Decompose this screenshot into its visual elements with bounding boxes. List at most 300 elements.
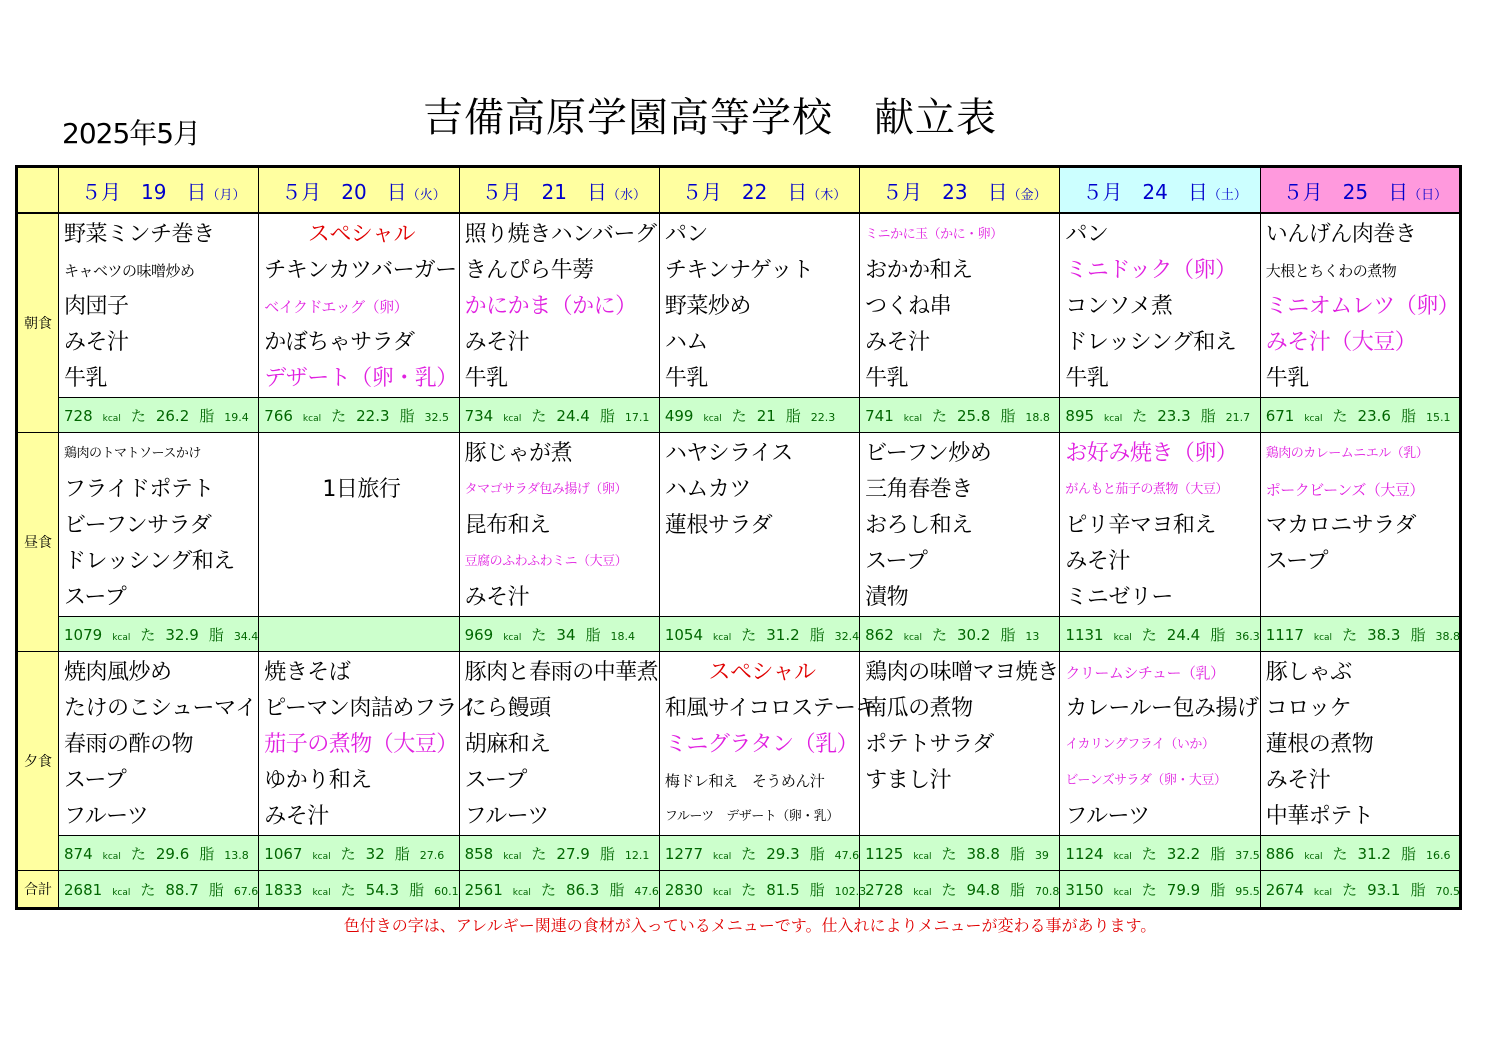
dish-item: かぼちゃサラダ [264,330,415,355]
fat-label: 脂 [208,625,224,644]
fat-value: 27.6 [419,848,445,862]
dish-item: 牛乳 [464,366,508,391]
dish-item: ドレッシング和え [1065,330,1237,355]
protein-value: 32.9 [165,625,199,644]
dish-item: ミニオムレツ（卵） [1265,294,1460,319]
kcal-value: 734 [464,406,494,425]
fat-label: 脂 [1400,844,1416,863]
dish-item: すまし汁 [865,768,952,793]
dish-item: 蓮根サラダ [664,513,773,538]
dish-item: 三角春巻き [865,477,973,502]
dish-item: ポテトサラダ [865,732,994,757]
dish-item: ハムカツ [664,477,751,502]
dish-item: フルーツ [1065,804,1150,829]
fat-label: 脂 [599,844,615,863]
day-date: ５月 19 日 [81,179,207,204]
kcal-value: 1079 [64,625,103,644]
nutrition-cell [860,617,1060,652]
fat-value: 70.5 [1435,884,1460,898]
day-header [659,167,859,214]
fat-value: 38.8 [1435,629,1460,643]
protein-label: た [741,625,757,644]
day-of-week: （金） [1007,187,1047,203]
fat-value: 18.8 [1025,410,1050,424]
fat-label: 脂 [809,625,825,644]
kcal-value: 2830 [664,880,704,899]
nutrition-cell [1060,398,1260,433]
total-row [17,871,1461,909]
menu-cell [1060,213,1260,398]
header-corner [17,167,59,214]
dish-item: タマゴサラダ包み揚げ（卵） [464,482,627,497]
day-header [59,167,259,214]
protein-value: 94.8 [966,880,1000,899]
dish-item: スープ [64,768,127,793]
dish-item: フルーツ デザート（卵・乳） [664,809,839,824]
menu-cell [860,652,1060,836]
nutrition-cell [659,617,859,652]
nutrition-cell [659,398,859,433]
protein-value: 23.3 [1157,406,1191,425]
protein-value: 93.1 [1367,880,1401,899]
menu-table [15,165,1462,910]
dish-item: 漬物 [865,585,909,610]
fat-label: 脂 [809,844,825,863]
day-header [1260,167,1460,214]
day-header [1060,167,1260,214]
nutrition-row [17,836,1461,871]
meal-row-0 [17,213,1461,398]
protein-label: た [1342,880,1358,899]
protein-label: た [1332,406,1348,425]
meal-label: 夕食 [17,652,59,871]
kcal-value: 499 [664,406,694,425]
fat-label: 脂 [199,406,215,425]
kcal-value: 969 [464,625,494,644]
dish-item: 大根とちくわの煮物 [1265,262,1397,280]
total-cell [659,871,867,909]
meal-label: 朝食 [17,213,59,433]
day-of-week: （水） [607,187,647,203]
protein-label: た [331,406,347,425]
fat-label: 脂 [399,406,415,425]
protein-value: 32 [365,844,385,863]
protein-value: 30.2 [956,625,991,644]
kcal-unit: kcal [503,851,522,862]
dish-item: 胡麻和え [464,732,551,757]
kcal-unit: kcal [713,887,732,898]
kcal-value: 1131 [1065,625,1104,644]
dish-item: みそ汁 [64,330,129,355]
fat-value: 34.4 [233,629,259,643]
dish-item: ハム [664,330,708,355]
nutrition-cell [259,398,459,433]
fat-value: 39 [1034,848,1049,862]
kcal-unit: kcal [1113,851,1132,862]
kcal-value: 1117 [1265,625,1304,644]
dish-item: 茄子の煮物（大豆） [264,732,458,757]
dish-item: コンソメ煮 [1065,294,1173,319]
dish-item: きんぴら牛蒡 [464,258,594,283]
fat-label: 脂 [394,844,410,863]
dish-item: チキンナゲット [664,258,814,283]
dish-item: キャベツの味噌炒め [64,262,195,280]
dish-item: 豆腐のふわふわミニ（大豆） [464,554,628,569]
fat-label: 脂 [1210,880,1226,899]
dish-item: ハヤシライス [664,441,793,466]
fat-value: 60.1 [434,884,459,898]
menu-cell [59,433,259,617]
page-title: 吉備高原学園高等学校 献立表 [423,95,997,141]
fat-value: 19.4 [224,410,249,424]
protein-label: た [130,844,146,863]
dish-item: ミニかに玉（かに・卵） [865,227,1003,242]
protein-value: 31.2 [1357,844,1391,863]
total-cell [59,871,259,909]
protein-label: た [531,625,547,644]
fat-label: 脂 [1009,844,1025,863]
day-of-week: （日） [1408,187,1448,203]
total-cell [860,871,1060,909]
fat-label: 脂 [1210,844,1226,863]
fat-value: 15.1 [1425,410,1451,424]
fat-label: 脂 [1000,625,1016,644]
nutrition-cell [659,836,859,871]
fat-value: 17.1 [624,410,650,424]
dish-item: フルーツ [464,804,549,829]
dish-item: 肉団子 [64,294,129,319]
fat-value: 12.1 [624,848,650,862]
kcal-unit: kcal [913,851,932,862]
protein-label: た [731,406,747,425]
dish-item: スープ [1265,549,1328,574]
dish-item: 1日旅行 [322,477,401,502]
dish-item: 野菜ミンチ巻き [64,222,215,247]
dish-item: がんもと茄子の煮物（大豆） [1065,482,1228,497]
dish-item [264,436,458,472]
kcal-unit: kcal [713,632,732,643]
fat-label: 脂 [599,406,615,425]
kcal-unit: kcal [703,413,722,424]
dish-item: ビーフンサラダ [64,513,212,538]
fat-value: 22.3 [810,410,836,424]
menu-cell [459,433,659,617]
menu-cell [459,652,659,836]
month-label: 2025年5月 [62,117,201,150]
fat-value: 13 [1025,629,1040,643]
menu-cell [1060,652,1260,836]
dish-item: カレールー包み揚げ [1065,696,1259,721]
fat-label: 脂 [199,844,215,863]
protein-value: 38.3 [1367,625,1401,644]
menu-cell [1260,213,1460,398]
dish-item: コロッケ [1265,696,1352,721]
day-of-week: （土） [1207,187,1247,203]
dish-item: フライドポテト [64,477,214,502]
dish-item: 焼肉風炒め [64,660,172,685]
protein-label: た [340,844,356,863]
kcal-value: 766 [264,406,293,425]
fat-label: 脂 [208,880,224,899]
nutrition-cell [259,836,459,871]
menu-cell [259,213,459,398]
nutrition-cell [59,398,259,433]
kcal-unit: kcal [503,413,522,424]
meal-label: 昼食 [17,433,59,652]
protein-label: た [1332,844,1348,863]
fat-label: 脂 [1410,625,1426,644]
day-date: ５月 24 日 [1082,179,1208,204]
dish-item: 鶏肉の味噌マヨ焼き [865,660,1059,685]
protein-label: た [941,844,957,863]
dish-item: 鶏肉のトマトソースかけ [64,446,201,461]
kcal-value: 862 [865,625,894,644]
nutrition-cell [59,836,259,871]
dish-item: みそ汁 [264,804,329,829]
fat-value: 102.3 [834,884,867,898]
day-header [860,167,1060,214]
dish-item: 豚じゃが煮 [464,441,573,466]
dish-item: ベイクドエッグ（卵） [264,298,409,316]
protein-label: た [1141,625,1157,644]
protein-value: 86.3 [565,880,600,899]
day-date: ５月 25 日 [1282,179,1409,204]
protein-value: 81.5 [766,880,800,899]
dish-item: スペシャル [307,222,415,247]
fat-label: 脂 [1009,880,1025,899]
protein-value: 25.8 [956,406,991,425]
kcal-unit: kcal [903,632,922,643]
dish-item: クリームシチュー（乳） [1065,664,1225,682]
dish-item: 豚肉と春雨の中華煮 [464,660,659,685]
dish-item: 野菜炒め [664,294,751,319]
total-cell [1260,871,1460,909]
fat-value: 47.6 [634,884,659,898]
menu-cell [259,433,459,617]
day-of-week: （月） [206,187,246,203]
kcal-unit: kcal [102,851,121,862]
dish-item: 牛乳 [1065,366,1109,391]
dish-item: 鶏肉のカレームニエル（乳） [1265,446,1429,461]
menu-cell [59,213,259,398]
kcal-unit: kcal [1304,413,1323,424]
protein-value: 88.7 [165,880,199,899]
dish-item: にら饅頭 [464,696,551,721]
dish-item: 照り焼きハンバーグ [464,222,657,247]
total-label: 合計 [17,871,59,909]
dish-item: パン [1065,222,1109,247]
dish-item: デザート（卵・乳） [264,366,458,391]
dish-item: マカロニサラダ [1265,513,1416,538]
protein-label: た [1342,625,1358,644]
protein-label: た [941,880,957,899]
nutrition-cell [259,617,459,652]
dish-item: おろし和え [865,513,973,538]
menu-cell [1260,433,1460,617]
dish-item: お好み焼き（卵） [1065,441,1238,466]
dish-item: 和風サイコロステーキ [664,696,877,721]
protein-label: た [540,880,556,899]
protein-label: た [1141,844,1157,863]
dish-item: イカリングフライ（いか） [1065,737,1215,752]
kcal-value: 886 [1265,844,1295,863]
fat-value: 32.4 [834,629,860,643]
kcal-value: 1054 [664,625,704,644]
kcal-value: 2561 [464,880,503,899]
menu-cell [1260,652,1460,836]
menu-cell [860,433,1060,617]
protein-value: 22.3 [356,406,390,425]
meal-row-1 [17,433,1461,617]
total-cell [459,871,659,909]
fat-label: 脂 [409,880,425,899]
protein-label: た [140,625,156,644]
protein-label: た [931,625,947,644]
kcal-value: 1067 [264,844,303,863]
kcal-value: 1125 [865,844,904,863]
nutrition-cell [459,398,659,433]
dish-item: ミニドック（卵） [1065,258,1237,283]
kcal-unit: kcal [1104,413,1123,424]
kcal-unit: kcal [312,887,331,898]
protein-label: た [741,880,757,899]
dish-item: かにかま（かに） [464,294,637,319]
kcal-unit: kcal [1113,887,1132,898]
fat-value: 95.5 [1235,884,1260,898]
dish-item: ビーフン炒め [865,441,992,466]
nutrition-cell [459,617,659,652]
kcal-unit: kcal [512,887,531,898]
total-cell [1060,871,1260,909]
nutrition-cell [1060,617,1260,652]
kcal-value: 3150 [1065,880,1104,899]
kcal-value: 671 [1265,406,1295,425]
menu-cell [1060,433,1260,617]
kcal-unit: kcal [903,413,922,424]
dish-item: フルーツ [64,804,149,829]
dish-item: ゆかり和え [264,768,372,793]
protein-value: 29.3 [766,844,800,863]
protein-label: た [1132,406,1148,425]
fat-value: 70.8 [1034,884,1060,898]
protein-value: 24.4 [556,406,590,425]
dish-item: 南瓜の煮物 [865,696,973,721]
nutrition-cell [1060,836,1260,871]
dish-item: 牛乳 [865,366,909,391]
dish-item: みそ汁（大豆） [1265,330,1417,355]
kcal-unit: kcal [1304,851,1323,862]
dish-item: 牛乳 [64,366,108,391]
kcal-unit: kcal [503,632,522,643]
kcal-unit: kcal [913,887,932,898]
dish-item: 焼きそば [264,660,351,685]
dish-item: 豚しゃぶ [1265,660,1352,685]
fat-label: 脂 [1000,406,1016,425]
protein-value: 79.9 [1166,880,1201,899]
menu-cell [659,652,877,836]
fat-label: 脂 [1200,406,1216,425]
kcal-value: 2681 [64,880,103,899]
fat-value: 18.4 [610,629,636,643]
kcal-unit: kcal [713,851,732,862]
day-of-week: （木） [807,187,847,203]
nutrition-cell [1260,836,1460,871]
allergy-footnote: 色付きの字は、アレルギー関連の食材が入っているメニューです。仕入れによりメニューが変わる事があります。 [343,916,1157,935]
dish-item: 牛乳 [664,366,708,391]
fat-label: 脂 [785,406,801,425]
menu-cell [259,652,478,836]
dish-item: みそ汁 [1265,768,1331,793]
dish-item: 蓮根の煮物 [1265,732,1374,757]
dish-item: ポークビーンズ（大豆） [1265,481,1424,499]
dish-item: みそ汁 [865,330,930,355]
day-header [259,167,459,214]
dish-item: パン [664,222,708,247]
kcal-unit: kcal [112,887,131,898]
day-date: ５月 22 日 [681,179,808,204]
menu-cell [659,213,859,398]
nutrition-cell [59,617,259,652]
dish-item: スープ [64,585,127,610]
dish-item: 梅ドレ和え そうめん汁 [664,772,825,790]
kcal-value: 1277 [664,844,704,863]
day-header-row [17,167,1461,214]
fat-label: 脂 [1400,406,1416,425]
protein-label: た [531,844,547,863]
kcal-value: 728 [64,406,93,425]
dish-item: 春雨の酢の物 [64,732,194,757]
protein-value: 34 [556,625,576,644]
dish-item: ドレッシング和え [64,549,235,574]
protein-value: 29.6 [155,844,190,863]
dish-item: ビーンズサラダ（卵・大豆） [1065,773,1227,788]
nutrition-cell [1260,617,1460,652]
protein-value: 23.6 [1357,406,1391,425]
dish-item: 牛乳 [1265,366,1309,391]
nutrition-row [17,617,1461,652]
protein-label: た [1141,880,1157,899]
protein-label: た [741,844,757,863]
nutrition-cell [860,398,1060,433]
protein-label: た [931,406,947,425]
kcal-unit: kcal [112,632,131,643]
protein-value: 26.2 [155,406,190,425]
dish-item: たけのこシューマイ [64,696,257,721]
dish-item: いんげん肉巻き [1265,222,1417,247]
nutrition-cell [860,836,1060,871]
dish-item: みそ汁 [464,330,530,355]
day-date: ５月 21 日 [481,179,608,204]
meal-row-2 [17,652,1461,836]
protein-value: 27.9 [556,844,590,863]
kcal-value: 741 [865,406,894,425]
fat-label: 脂 [809,880,825,899]
kcal-value: 858 [464,844,494,863]
kcal-value: 1124 [1065,844,1104,863]
fat-value: 13.8 [224,848,249,862]
fat-value: 16.6 [1425,848,1451,862]
kcal-unit: kcal [1113,632,1132,643]
kcal-value: 874 [64,844,93,863]
fat-value: 36.3 [1235,629,1260,643]
menu-cell [659,433,859,617]
menu-cell [459,213,659,398]
kcal-value: 1833 [264,880,303,899]
kcal-value: 2728 [865,880,904,899]
kcal-unit: kcal [1313,632,1333,643]
protein-label: た [531,406,547,425]
dish-item: おかか和え [865,258,973,283]
